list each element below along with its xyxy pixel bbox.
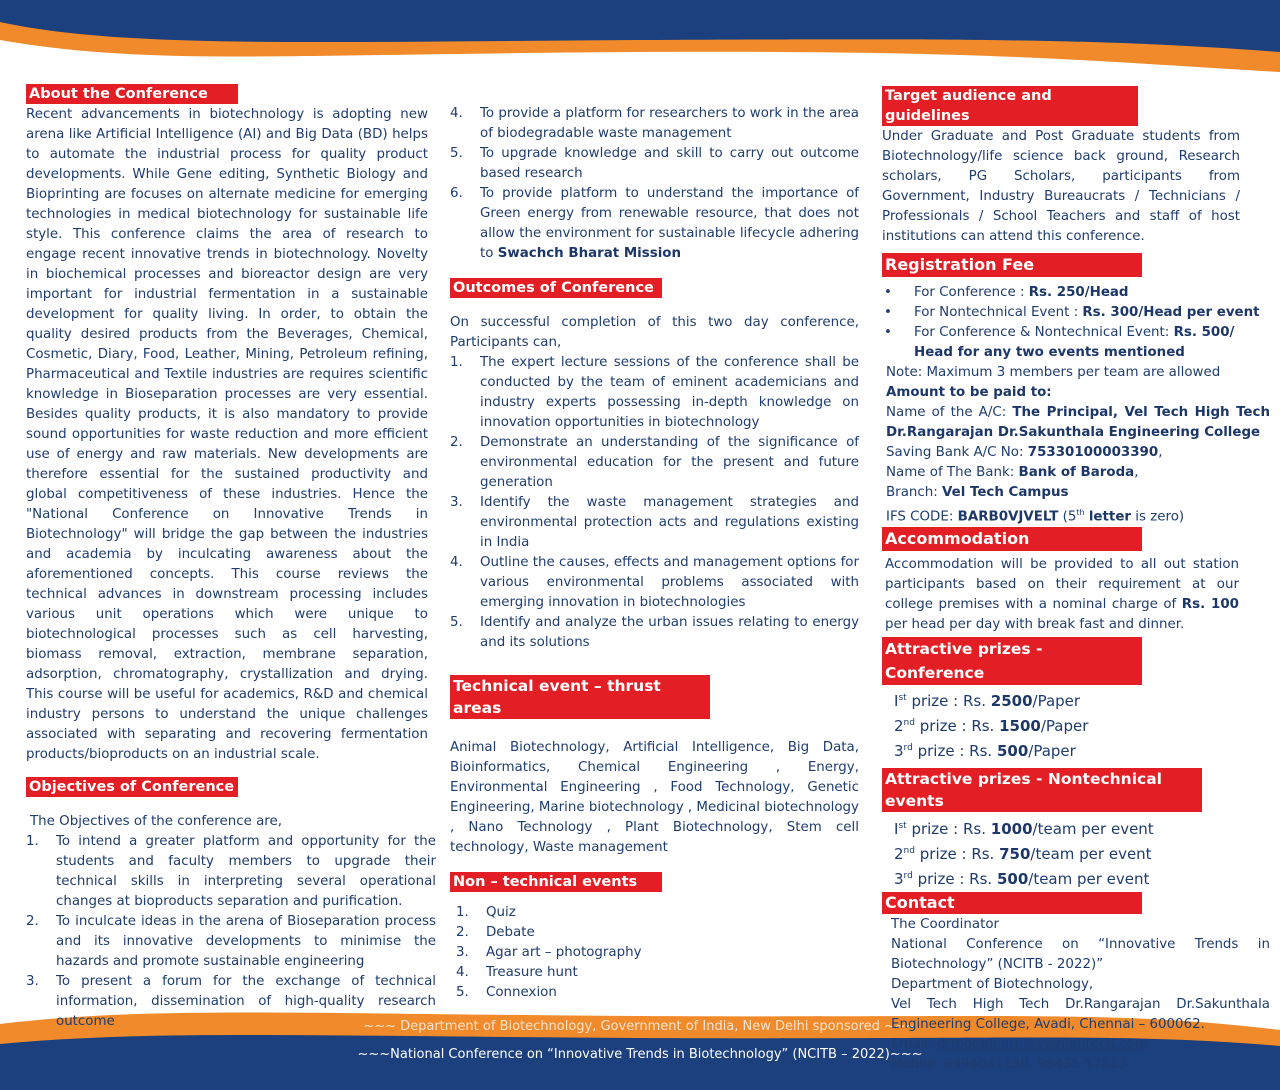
- contact-line: National Conference on “Innovative Trends in Biotechnology” (NCITB - 2022)”: [891, 937, 1270, 973]
- prize-item: 2nd prize : Rs. 750/team per event: [894, 845, 1152, 864]
- outcomes-heading: Outcomes of Conference: [450, 278, 662, 298]
- outcomes-intro: On successful completion of this two day conference, Participants can,: [450, 315, 859, 350]
- list-item: 6. To provide platform to understand the importance of Green energy from renewable resource, that does not allow the environment for sustainable lifecycle adhering to Swachch Bharat Mission: [450, 186, 859, 261]
- header-band: [0, 0, 1280, 80]
- list-item: 4. Treasure hunt: [456, 965, 578, 980]
- contact-line: The Coordinator: [891, 917, 1000, 933]
- bank-name: Bank of Baroda: [1018, 465, 1135, 480]
- list-item: 5. Connexion: [456, 985, 557, 1000]
- prizes-conference-heading: Attractive prizes - Conference: [882, 637, 1142, 685]
- outcomes-list: [450, 353, 859, 653]
- list-item: 3. Identify the waste management strategies and environmental protection acts and regulations existing in India: [450, 495, 859, 550]
- list-item: 2. Demonstrate an understanding of the significance of environmental education for the present and future generation: [450, 435, 859, 490]
- contact-heading: Contact: [882, 892, 1142, 914]
- list-item: 5. To upgrade knowledge and skill to carry out outcome based research: [450, 146, 859, 181]
- list-item: 1. To intend a greater platform and opportunity for the students and faculty members to upgrade their technical skills in interpreting several operational changes at bioproducts separation and purification.: [26, 834, 436, 909]
- team-note: Note: Maximum 3 members per team are allowed: [886, 365, 1221, 380]
- target-heading: Target audience and guidelines: [882, 86, 1138, 126]
- about-heading: About the Conference: [26, 84, 238, 104]
- list-item: 2. Debate: [456, 925, 535, 940]
- prize-item: 3rd prize : Rs. 500/team per event: [894, 870, 1150, 889]
- contact-line: Vel Tech High Tech Dr.Rangarajan Dr.Sakunthala Engineering College, Avadi, Chennai – 600062.: [891, 997, 1270, 1033]
- sponsor-line: ~~~ Department of Biotechnology, Government of India, New Delhi sponsored ~~~: [363, 1019, 917, 1034]
- prize-item: Ist prize : Rs. 2500/Paper: [894, 692, 1081, 711]
- accommodation-heading: Accommodation: [882, 527, 1142, 551]
- list-item: 4. To provide a platform for researchers to work in the area of biodegradable waste management: [450, 106, 860, 141]
- objectives-list-part1: [26, 832, 436, 1032]
- technical-text: Animal Biotechnology, Artificial Intelligence, Big Data, Bioinformatics, Chemical Engineering , Energy, Environmental Engineering , Food Technology, Genetic Engineering, Marine biotechnology , Medicinal biotechnology , Nano Technology , Plant Biotechnology, Stem cell technology, Waste management: [450, 740, 859, 855]
- list-item: 3. Agar art – photography: [456, 945, 642, 960]
- account-name: The Principal, Vel Tech High Tech Dr.Rangarajan Dr.Sakunthala Engineering College: [886, 405, 1270, 440]
- amount-title: Amount to be paid to:: [886, 385, 1052, 400]
- column-middle: [450, 104, 859, 1003]
- objectives-heading: Objectives of Conference: [26, 777, 238, 797]
- fee-item: • For Conference : Rs. 250/Head: [884, 285, 1129, 300]
- list-item: 3. To present a forum for the exchange of technical information, dissemination of high-quality research outcome: [26, 974, 436, 1029]
- fee-item: • For Nontechnical Event : Rs. 300/Head per event: [884, 305, 1260, 320]
- fee-list: [882, 283, 1270, 363]
- column-right: [882, 86, 1270, 1075]
- ifs-code: BARB0VJVELT: [957, 509, 1059, 525]
- prize-item: 2nd prize : Rs. 1500/Paper: [894, 717, 1089, 736]
- registration-heading: Registration Fee: [882, 253, 1142, 277]
- fee-item: • For Conference & Nontechnical Event: Rs. 500/ Head for any two events mentioned: [884, 325, 1235, 360]
- prize-item: Ist prize : Rs. 1000/team per event: [894, 820, 1154, 839]
- branch-name: Vel Tech Campus: [942, 485, 1069, 500]
- nontech-heading: Non – technical events: [450, 872, 662, 892]
- about-text: Recent advancements in biotechnology is adopting new arena like Artificial Intelligence (AI) and Big Data (BD) helps to automate the industrial process for quality product developments. While Gene editing, Synthetic Biology and Bioprinting are focuses on alternate medicine for emerging technologies in medical biotechnology for sustainable life style. This conference claims the area of research to engage recent innovative trends in biotechnology. Novelty in biochemical processes and bioreactor design are very important for industrial fermentation in a sustainable development for quality living. In order, to obtain the quality desired products from the Beverages, Chemical, Cosmetic, Diary, Food, Leather, Mining, Petroleum refining, Pharmaceutical and Textile industries are requires scientific knowledge in Bioseparation processes are very essential. Besides quality products, it is also mandatory to provide sound opportunities for waste reduction and more efficient use of energy and raw materials. New developments are therefore essential for the sustained productivity and global competitiveness of these industries. Hence the "National Conference on Innovative Trends in Biotechnology" will bridge the gap between the industries and academia by inculcating awareness about the aforementioned concepts. This course reviews the technical advances in downstream processing includes various unit operations which were unique to biotechnological processes such as cell harvesting, biomass removal, extraction, membrane separation, adsorption, chromatography, crystallization and drying. This course will be useful for academics, R&D and chemical industry persons to understand the unique challenges associated with separating and recovering fermentation products/bioproducts on an industrial scale.: [26, 107, 428, 762]
- list-item: 4. Outline the causes, effects and management options for various environmental problems associated with emerging innovation in biotechnologies: [450, 555, 859, 610]
- objectives-list-part2: [450, 104, 859, 264]
- prize-item: 3rd prize : Rs. 500/Paper: [894, 742, 1076, 761]
- list-item: 2. To inculcate ideas in the arena of Bioseparation process and its innovative developments to minimise the hazards and promote sustainable engineering: [26, 914, 436, 969]
- technical-heading: Technical event – thrust areas: [450, 675, 710, 719]
- account-number: 75330100003390: [1027, 445, 1159, 460]
- payment-details: Note: Maximum 3 members per team are allowed Amount to be paid to: Name of the A/C: The Principal, Vel Tech High Tech Dr.Rangarajan Dr.Sakunthala Engineering College Saving Bank A/C No: 75330100003390, Name of The Bank: Bank of Baroda, Branch: Vel Tech Campus IFS CODE: BARB0VJVELT (5th letter is zero): [886, 365, 1270, 525]
- prizes-conference-list: [882, 687, 1270, 762]
- column-left: [26, 84, 436, 1032]
- prizes-nontech-heading: Attractive prizes - Nontechnical events: [882, 768, 1202, 812]
- list-item: 1. Quiz: [456, 905, 516, 920]
- list-item: 1. The expert lecture sessions of the conference shall be conducted by the team of eminent academicians and industry experts possessing in-depth knowledge on innovation opportunities in biotechnology: [450, 355, 859, 430]
- target-text: Under Graduate and Post Graduate students from Biotechnology/life science back ground, Research scholars, PG Scholars, participants from Government, Industry Bureaucrats / Technicians / Professionals / School Teachers and staff of host institutions can attend this conference.: [882, 129, 1240, 244]
- accommodation-text: Accommodation will be provided to all out station participants based on their requirement at our college premises with a nominal charge of Rs. 100 per head per day with break fast and dinner.: [885, 557, 1239, 633]
- email-link[interactable]: drmgopinath@velhightech.com: [936, 1037, 1148, 1053]
- contact-block: The Coordinator National Conference on “Innovative Trends in Biotechnology” (NCITB - 2022)” Department of Biotechnology, Vel Tech High Tech Dr.Rangarajan Dr.Sakunthala Engineering College, Avadi, Chennai – 600062. Email: drmgopinath@velhightech.com Mobile: 9994041130, 98435 57513: [882, 915, 1270, 1075]
- contact-line: Department of Biotechnology,: [891, 977, 1094, 993]
- mobile-line: Mobile: 9994041130, 98435 57513: [891, 1057, 1127, 1073]
- objectives-intro: The Objectives of the conference are,: [30, 814, 282, 829]
- conference-footer-line: ~~~National Conference on “Innovative Trends in Biotechnology” (NCITB – 2022)~~~: [357, 1047, 923, 1062]
- prizes-nontech-list: [882, 815, 1270, 890]
- list-item: 5. Identify and analyze the urban issues relating to energy and its solutions: [450, 615, 859, 650]
- nontech-list: [450, 903, 859, 1003]
